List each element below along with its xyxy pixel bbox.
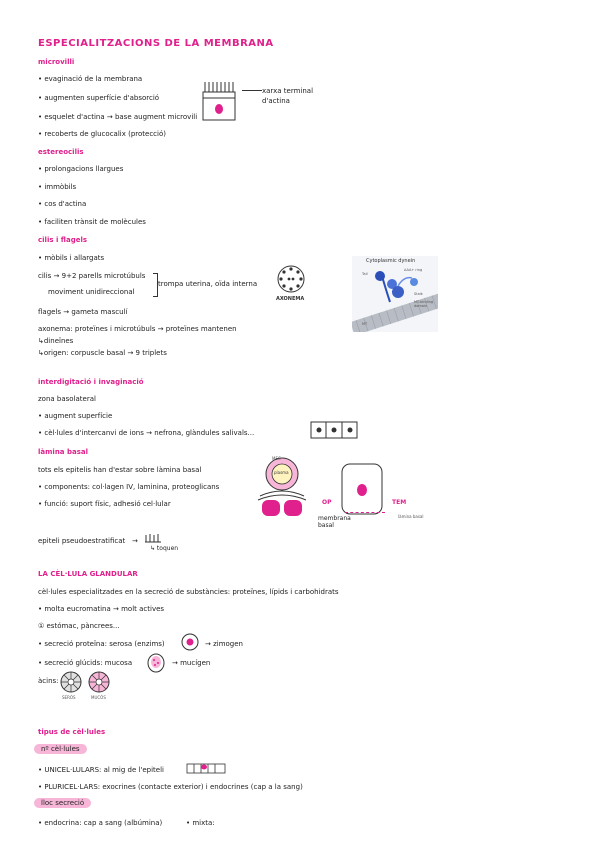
label-op: OP [322, 499, 332, 506]
epiteli-text: epiteli pseudoestratificat [38, 537, 126, 545]
lamina-item: tots els epitelis han d'estar sobre làmina basal [38, 466, 202, 474]
serous-cell-icon [180, 632, 200, 652]
basal-lamina-diagram [254, 452, 310, 518]
zimogen-label: → zimogen [205, 640, 243, 648]
microvilli-item: • recoberts de glucocalix (protecció) [38, 130, 166, 138]
label-plasma: plasma [274, 470, 289, 475]
acins-label: àcins: [38, 677, 59, 685]
mucigen-label: → mucígen [172, 659, 211, 667]
cell-diagram [340, 462, 384, 518]
acin-label-mucos: MUCÓS [91, 695, 106, 700]
cilis-item: cilis → 9+2 parells microtúbuls [38, 272, 146, 280]
heading-glandular: LA CÈL·LULA GLANDULAR [38, 570, 138, 578]
pseudostratified-icon [144, 532, 162, 544]
heading-microvilli: microvilli [38, 58, 75, 66]
dynein-image [352, 256, 438, 332]
microvilli-item: • esquelet d'actina → base augment microvili [38, 113, 198, 121]
lamina-item: • components: col·lagen IV, laminina, proteoglicans [38, 483, 220, 491]
label-lamina-basal: làmina basal [398, 514, 424, 519]
interdigitacio-item: • augment superfície [38, 412, 113, 420]
interdigitacio-item: • cèl·lules d'intercanvi de ions → nefrona, glàndules salivals... [38, 429, 255, 437]
label-basal: basal [318, 522, 334, 529]
bracket [153, 273, 158, 297]
pill-lloc-secrecio: lloc secreció [34, 798, 91, 808]
tipus-item: • PLURICEL·LARS: exocrines (contacte exterior) i endocrines (cap a la sang) [38, 783, 303, 791]
estereocilis-item: • faciliten trànsit de molècules [38, 218, 146, 226]
page-title: ESPECIALITZACIONS DE LA MEMBRANA [38, 38, 274, 49]
image-label: AAA+ ring [404, 268, 423, 272]
arrow [242, 90, 262, 91]
label-mec: MEC [272, 456, 281, 461]
epiteli-arrow: → [132, 537, 138, 545]
cilis-item: • mòbils i allargats [38, 254, 105, 262]
estereocilis-item: • immòbils [38, 183, 77, 191]
heading-cilis: cilis i flagels [38, 236, 88, 244]
image-label: Tail [362, 272, 368, 276]
diagram-label: xarxa terminal d'actina [262, 87, 314, 105]
dynein-illustration [352, 256, 438, 332]
image-label: MT-binding domain [414, 300, 434, 308]
interdigitacio-item: zona basolateral [38, 395, 96, 403]
cilis-item: axonema: proteïnes i microtúbuls → proteïnes mantenen [38, 325, 237, 333]
glandular-item: • secreció glúcids: mucosa [38, 659, 133, 667]
epiteli-sub: ↳ toquen [150, 545, 179, 552]
heading-estereocilis: estereocilis [38, 148, 84, 156]
estereocilis-item: • cos d'actina [38, 200, 87, 208]
image-title: Cytoplasmic dynein [366, 258, 416, 264]
microvilli-item: • augmenten superfície d'absorció [38, 94, 160, 102]
glandular-item: ① estómac, pàncrees... [38, 622, 120, 630]
unicellular-icon [186, 762, 226, 774]
glandular-item: • secreció proteïna: serosa (enzims) [38, 640, 165, 648]
image-label: MT [362, 322, 368, 326]
acin-label-seros: SERÓS [62, 695, 76, 700]
cilis-item: trompa uterina, oïda interna [158, 280, 258, 288]
axonema-label: AXONEMA [276, 296, 305, 302]
image-label: Stalk [414, 292, 423, 296]
glandular-item: • molta eucromatina → molt actives [38, 605, 165, 613]
lamina-item: • funció: suport físic, adhesió cel·lular [38, 500, 171, 508]
pill-n-cellules: nº cèl·lules [34, 744, 87, 754]
interdigitation-diagram [310, 421, 358, 439]
cilis-item: ↳origen: corpuscle basal → 9 triplets [38, 349, 167, 357]
cilis-item: flagels → gameta masculí [38, 308, 128, 316]
tipus-item: • endocrina: cap a sang (albúmina) [38, 819, 163, 827]
cilis-item: moviment unidireccional [48, 288, 135, 296]
glandular-item: cèl·lules especialitzades en la secreció de substàncies: proteïnes, lípids i carbohidrats [38, 588, 339, 596]
tipus-item: • mixta: [186, 819, 215, 827]
mucous-acinus-icon [88, 671, 110, 693]
axonema-diagram [276, 264, 306, 294]
heading-interdigitacio: interdigitació i invaginació [38, 378, 144, 386]
label-tem: TEM [392, 499, 407, 506]
lamina-line [345, 512, 385, 518]
serous-acinus-icon [60, 671, 82, 693]
microvilli-item: • evaginació de la membrana [38, 75, 143, 83]
heading-lamina: làmina basal [38, 448, 88, 456]
mucous-cell-icon [146, 652, 166, 674]
microvilli-diagram [198, 78, 242, 124]
heading-tipus: tipus de cèl·lules [38, 728, 106, 736]
label-membrana: membrana [318, 515, 351, 522]
cilis-item: ↳dineïnes [38, 337, 74, 345]
estereocilis-item: • prolongacions llargues [38, 165, 124, 173]
tipus-item: • UNICEL·LULARS: al mig de l'epiteli [38, 766, 164, 774]
